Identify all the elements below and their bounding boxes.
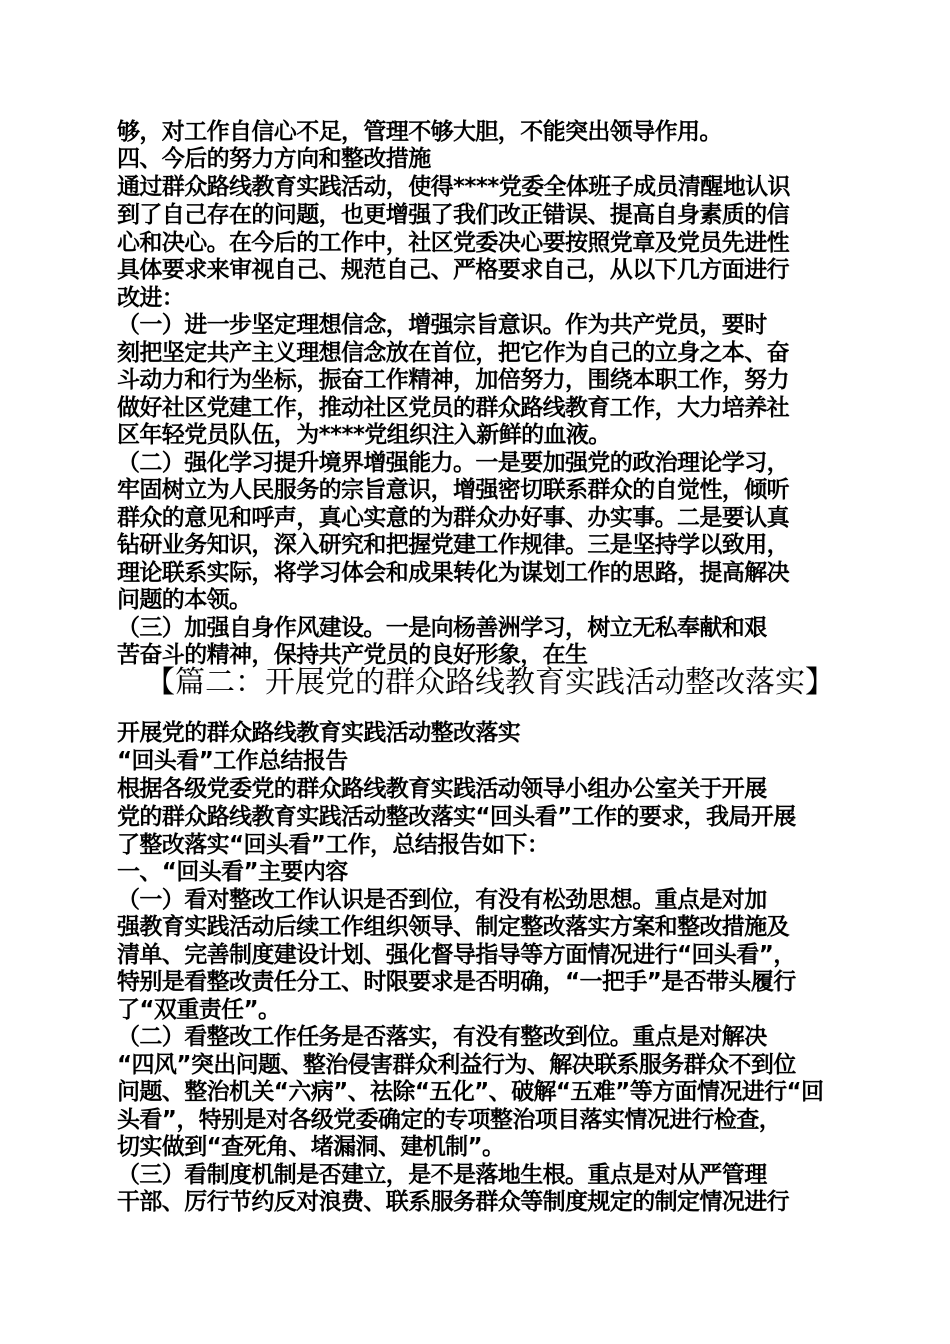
text-line: 做好社区党建工作，推动社区党员的群众路线教育工作，大力培养社 xyxy=(117,395,790,421)
text-line: 斗动力和行为坐标，振奋工作精神，加倍努力，围绕本职工作，努力 xyxy=(117,367,790,393)
text-line: 问题、整治机关“六病”、祛除“五化”、破解“五难”等方面情况进行“回 xyxy=(117,1079,824,1105)
text-line: 头看”，特别是对各级党委确定的专项整治项目落实情况进行检查， xyxy=(117,1107,782,1133)
text-line: 改进： xyxy=(117,285,185,311)
text-line: 牢固树立为人民服务的宗旨意识，增强密切联系群众的自觉性，倾听 xyxy=(117,477,790,503)
text-line: 心和决心。在今后的工作中，社区党委决心要按照党章及党员先进性 xyxy=(117,230,790,256)
text-line: 到了自己存在的问题，也更增强了我们改正错误、提高自身素质的信 xyxy=(117,202,790,228)
text-line: 刻把坚定共产主义理想信念放在首位，把它作为自己的立身之本、奋 xyxy=(117,340,790,366)
text-line: 问题的本领。 xyxy=(117,587,252,613)
text-line: 理论联系实际，将学习体会和成果转化为谋划工作的思路，提高解决 xyxy=(117,560,790,586)
text-line: （二）强化学习提升境界增强能力。一是要加强党的政治理论学习， xyxy=(117,450,790,476)
report-title: 开展党的群众路线教育实践活动整改落实 xyxy=(117,720,521,746)
text-line: 清单、完善制度建设计划、强化督导指导等方面情况进行“回头看”， xyxy=(117,942,796,968)
text-line: 群众的意见和呼声，真心实意的为群众办好事、办实事。二是要认真 xyxy=(117,505,790,531)
text-line: 强教育实践活动后续工作组织领导、制定整改落实方案和整改措施及 xyxy=(117,914,790,940)
text-line: （三）看制度机制是否建立，是不是落地生根。重点是对从严管理 xyxy=(117,1162,767,1188)
text-line: “四风”突出问题、整治侵害群众利益行为、解决联系服务群众不到位 xyxy=(117,1052,796,1078)
text-line: 了整改落实“回头看”工作，总结报告如下： xyxy=(117,832,550,858)
text-line: 党的群众路线教育实践活动整改落实“回头看”工作的要求，我局开展 xyxy=(117,804,796,830)
text-line: 够，对工作自信心不足，管理不够大胆，不能突出领导作用。 xyxy=(117,119,722,145)
section-heading: 四、今后的努力方向和整改措施 xyxy=(117,146,431,172)
text-line: 钻研业务知识，深入研究和把握党建工作规律。三是坚持学以致用， xyxy=(117,532,790,558)
text-line: （一）进一步坚定理想信念，增强宗旨意识。作为共产党员，要时 xyxy=(117,312,767,338)
text-line: 区年轻党员队伍，为****党组织注入新鲜的血液。 xyxy=(117,422,611,448)
text-line: （一）看对整改工作认识是否到位，有没有松劲思想。重点是对加 xyxy=(117,887,767,913)
text-line: （三）加强自身作风建设。一是向杨善洲学习，树立无私奉献和艰 xyxy=(117,615,767,641)
text-line: 苦奋斗的精神，保持共产党员的良好形象，在生 xyxy=(117,642,588,668)
text-line: 具体要求来审视自己、规范自己、严格要求自己，从以下几方面进行 xyxy=(117,257,790,283)
text-line: 了“双重责任”。 xyxy=(117,997,281,1023)
text-line: 通过群众路线教育实践活动，使得****党委全体班子成员清醒地认识 xyxy=(117,174,790,200)
text-line: 特别是看整改责任分工、时限要求是否明确，“一把手”是否带头履行 xyxy=(117,969,796,995)
text-line: 根据各级党委党的群众路线教育实践活动领导小组办公室关于开展 xyxy=(117,776,767,802)
text-line: （二）看整改工作任务是否落实，有没有整改到位。重点是对解决 xyxy=(117,1024,767,1050)
text-line: 切实做到“查死角、堵漏洞、建机制”。 xyxy=(117,1134,505,1160)
text-line: 干部、厉行节约反对浪费、联系服务群众等制度规定的制定情况进行 xyxy=(117,1189,790,1215)
section-title: 【篇二：开展党的群众路线教育实践活动整改落实】 xyxy=(145,665,835,700)
section-heading: 一、“回头看”主要内容 xyxy=(117,859,348,885)
report-subtitle: “回头看”工作总结报告 xyxy=(117,748,348,774)
